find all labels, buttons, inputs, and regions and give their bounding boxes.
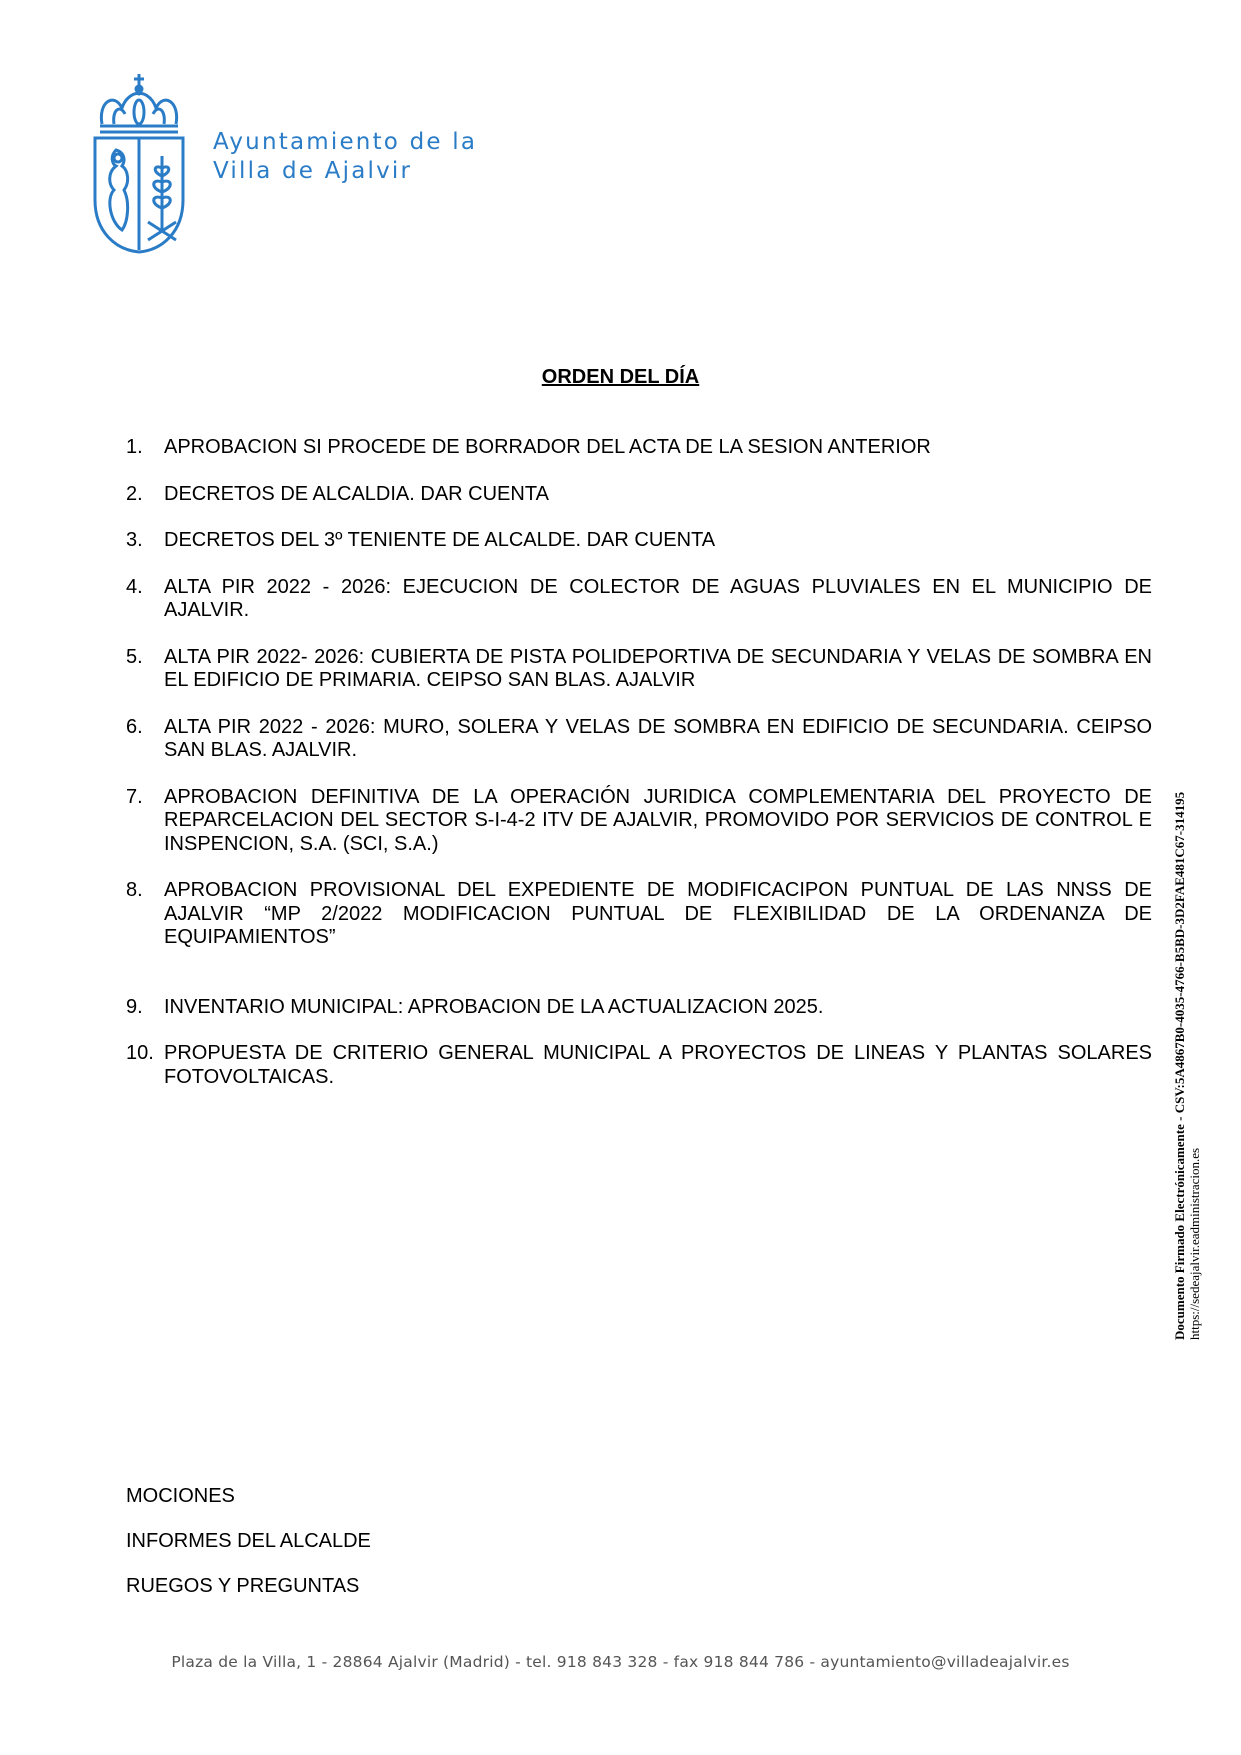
agenda-item-number: 8. — [126, 879, 143, 901]
agenda-item-number: 3. — [126, 529, 143, 551]
agenda-item — [126, 483, 1152, 507]
agenda-item-text: DECRETOS DE ALCALDIA. DAR CUENTA — [164, 482, 549, 505]
agenda-item-number: 5. — [126, 645, 143, 668]
agenda-item — [126, 576, 1152, 623]
coat-of-arms-icon — [92, 72, 187, 254]
org-name-line2: Villa de Ajalvir — [213, 158, 413, 184]
agenda-item-number: 6. — [126, 715, 143, 738]
agenda-item-text: DECRETOS DEL 3º TENIENTE DE ALCALDE. DAR CUENTA — [164, 529, 716, 551]
stamp-csv: - CSV:5A4867B0-4035-4766-B5BD-3D2FAE481C67-314195 — [1172, 791, 1187, 1125]
agenda-item-text: PROPUESTA DE CRITERIO GENERAL MUNICIPAL A PROYECTOS DE LINEAS Y PLANTAS SOLARES FOTOVOLTAICAS. — [164, 1042, 1152, 1088]
agenda-item — [126, 716, 1152, 763]
extra-sections — [126, 1485, 371, 1620]
page-title: ORDEN DEL DÍA — [541, 366, 700, 388]
agenda-item-text: ALTA PIR 2022 - 2026: EJECUCION DE COLECTOR DE AGUAS PLUVIALES EN EL MUNICIPIO DE AJALVIR. — [164, 575, 1152, 621]
agenda-item-number: 4. — [126, 575, 143, 598]
agenda-item-text: APROBACION SI PROCEDE DE BORRADOR DEL ACTA DE LA SESION ANTERIOR — [164, 436, 931, 458]
agenda-item-text: APROBACION PROVISIONAL DEL EXPEDIENTE DE MODIFICACIPON PUNTUAL DE LAS NNSS DE AJALVIR “MP 2/2022 MODIFICACION PUNTUAL DE FLEXIBILIDAD DE LA ORDENANZA DE EQUIPAMIENTOS” — [164, 879, 1152, 948]
agenda-item-number: 10. — [126, 1042, 154, 1064]
agenda-item-text: ALTA PIR 2022 - 2026: MURO, SOLERA Y VELAS DE SOMBRA EN EDIFICIO DE SECUNDARIA. CEIPSO SAN BLAS. AJALVIR. — [164, 715, 1152, 761]
page-footer: Plaza de la Villa, 1 - 28864 Ajalvir (Madrid) - tel. 918 843 328 - fax 918 844 786 - ayuntamiento@villadeajalvir.es — [171, 1653, 1070, 1671]
section-mociones: MOCIONES — [126, 1485, 235, 1507]
agenda-item-text: APROBACION DEFINITIVA DE LA OPERACIÓN JURIDICA COMPLEMENTARIA DEL PROYECTO DE REPARCELACION DEL SECTOR S-I-4-2 ITV DE AJALVIR, PROMOVIDO POR SERVICIOS DE CONTROL E INSPENCION, S.A. (SCI, S.A.) — [164, 785, 1152, 855]
agenda-item-text: INVENTARIO MUNICIPAL: APROBACION DE LA ACTUALIZACION 2025. — [164, 995, 824, 1018]
stamp-label: Documento Firmado Electrónicamente — [1172, 1124, 1187, 1340]
agenda-item — [126, 529, 1152, 553]
agenda-item — [126, 436, 1152, 460]
section-ruegos: RUEGOS Y PREGUNTAS — [126, 1575, 360, 1597]
agenda-item-text: ALTA PIR 2022- 2026: CUBIERTA DE PISTA POLIDEPORTIVA DE SECUNDARIA Y VELAS DE SOMBRA EN EL EDIFICIO DE PRIMARIA. CEIPSO SAN BLAS. AJALVIR — [164, 645, 1152, 691]
signature-stamp — [1172, 792, 1202, 1340]
agenda-item — [126, 646, 1152, 693]
stamp-url: https://sedeajalvir.eadministracion.es — [1187, 1147, 1202, 1340]
agenda-list — [126, 436, 1152, 1089]
agenda-item — [126, 1042, 1152, 1089]
agenda-item-number: 2. — [126, 482, 143, 505]
agenda-item-number: 7. — [126, 785, 143, 808]
section-informes: INFORMES DEL ALCALDE — [126, 1530, 371, 1552]
agenda-item-number: 9. — [126, 995, 143, 1018]
agenda-item — [126, 879, 1152, 950]
org-name — [213, 128, 477, 186]
org-name-line1: Ayuntamiento de la — [213, 129, 478, 155]
agenda-item-number: 1. — [126, 436, 143, 458]
agenda-item — [126, 786, 1152, 857]
agenda-item — [126, 996, 1152, 1020]
